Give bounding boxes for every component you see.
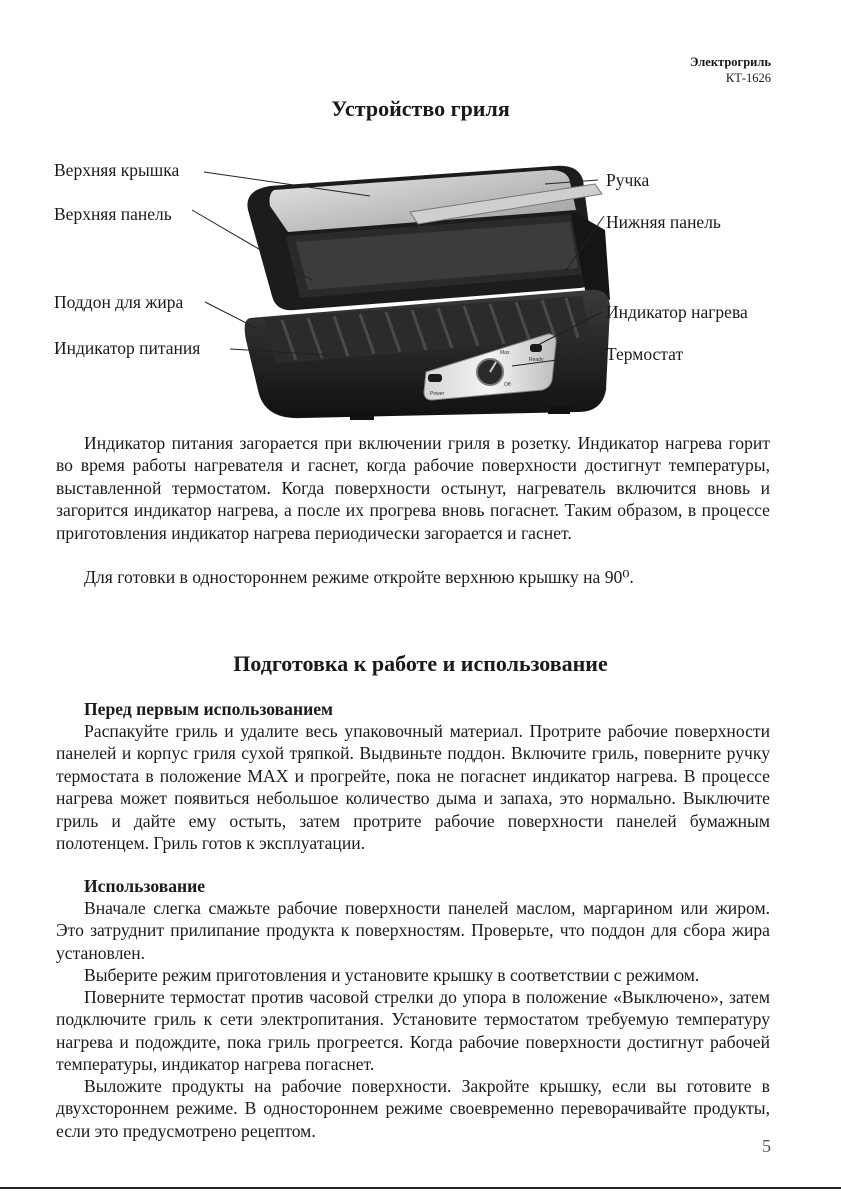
page-number: 5	[762, 1136, 771, 1156]
label-thermostat: Термостат	[606, 344, 684, 364]
usage-paragraph-2	[56, 964, 770, 986]
power-indicator-lamp	[428, 374, 442, 382]
first-use-text: Распакуйте гриль и удалите весь упаковочный материал. Протрите рабочие поверхности панелей и корпус гриля сухой тряпкой. Выдвиньте поддон. Включите гриль, поверните ручку термостата в положение MAX и прогрейте, пока не погаснет индикатор нагрева. В процессе нагрева может появиться небольшое количество дыма и запаха, это нормально. Выключите гриль и дайте ему остыть, затем протрите рабочие поверхности панелей бумажным полотенцем. Гриль готов к эксплуатации.	[56, 721, 770, 854]
ready-text: Ready	[529, 357, 544, 363]
usage-text-4: Выложите продукты на рабочие поверхности. Закройте крышку, если вы готовите в двухстороннем режиме. В одностороннем режиме своевременно переворачивайте продукты, если это предусмотрено рецептом.	[56, 1076, 770, 1141]
label-power-indicator: Индикатор питания	[54, 338, 201, 358]
section-title-device: Устройство гриля	[331, 96, 510, 121]
label-heat-indicator: Индикатор нагрева	[606, 302, 748, 322]
usage-paragraph-1	[56, 897, 770, 964]
power-text: Power	[430, 391, 445, 397]
section-title-preparation: Подготовка к работе и использование	[233, 651, 608, 676]
label-top-lid: Верхняя крышка	[54, 160, 180, 180]
usage-paragraph-4	[56, 1075, 770, 1142]
max-text: Max	[500, 350, 510, 356]
running-header	[690, 54, 771, 86]
usage-text-3: Поверните термостат против часовой стрелки до упора в положение «Выключено», затем подключите гриль к сети электропитания. Установите термостатом требуемую температуру нагрева и подождите, пока гриль прогреется. Когда рабочие поверхности достигнут рабочей температуры, индикатор нагрева погаснет.	[56, 987, 770, 1075]
indicator-text: Индикатор питания загорается при включении гриля в розетку. Индикатор нагрева горит во время работы нагревателя и гаснет, когда рабочие поверхности достигнут температуры, выставленной термостатом. Когда поверхности остынут, нагреватель включится вновь и загорится индикатор нагрева, а после их прогрева вновь погаснет. Таким образом, в процессе приготовления индикатор нагрева периодически загорается и гаснет.	[56, 433, 770, 543]
heat-indicator-lamp	[530, 344, 542, 352]
grill-illustration	[50, 150, 790, 430]
usage-heading: Использование	[84, 876, 206, 896]
first-use-heading: Перед первым использованием	[84, 699, 334, 719]
usage-text-1: Вначале слегка смажьте рабочие поверхности панелей маслом, маргарином или жиром. Это затруднит прилипание продукта к поверхностям. Проверьте, что поддон для сбора жира установлен.	[56, 898, 770, 963]
off-text: Off	[504, 382, 511, 388]
usage-paragraph-3	[56, 986, 770, 1076]
label-handle: Ручка	[606, 170, 650, 190]
label-drip-tray: Поддон для жира	[54, 292, 184, 312]
header-product: Электрогриль	[689, 55, 771, 69]
header-model: КТ-1626	[725, 71, 771, 85]
one-side-text: Для готовки в одностороннем режиме откройте верхнюю крышку на 90⁰.	[84, 567, 634, 587]
bottom-rule	[0, 1187, 841, 1189]
usage-text-2: Выберите режим приготовления и установите крышку в соответствии с режимом.	[84, 965, 700, 985]
first-use-paragraph	[56, 720, 770, 854]
label-bottom-panel: Нижняя панель	[606, 212, 721, 232]
grill-diagram	[50, 150, 790, 430]
indicator-paragraph	[56, 432, 770, 544]
label-top-panel: Верхняя панель	[54, 204, 172, 224]
one-side-paragraph	[56, 566, 770, 588]
